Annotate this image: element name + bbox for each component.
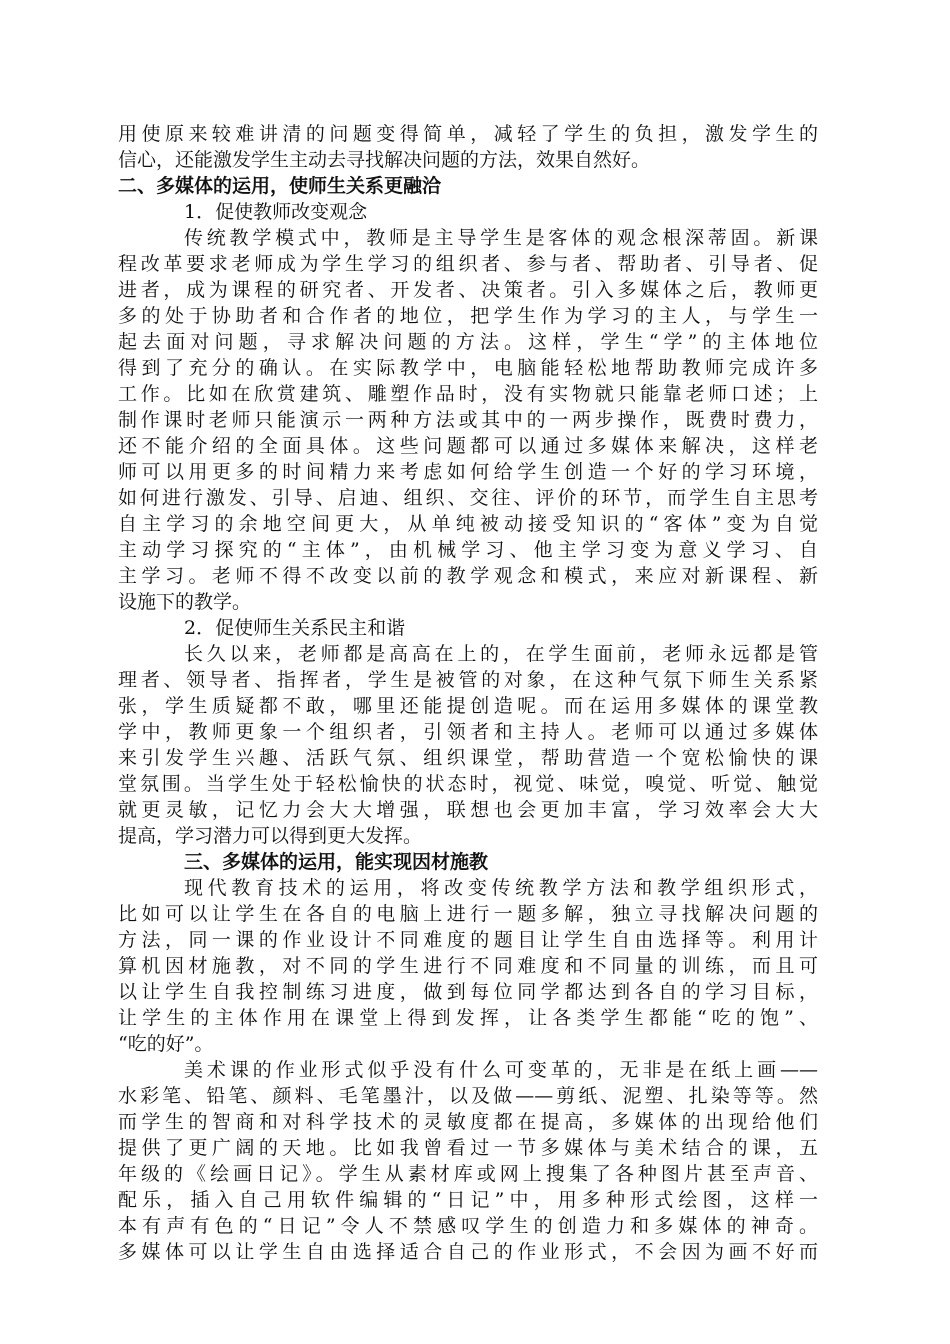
text-line: 堂氛围。当学生处于轻松愉快的状态时，视觉、味觉，嗅觉、听觉、触觉 — [118, 773, 818, 795]
text-line: 制作课时老师只能演示一两种方法或其中的一两步操作，既费时费力， — [118, 409, 818, 431]
text-line: 学中，教师更象一个组织者，引领者和主持人。老师可以通过多媒体 — [118, 721, 818, 743]
text-line: 工作。比如在欣赏建筑、雕塑作品时，没有实物就只能靠老师口述；上 — [118, 383, 818, 405]
text-line: 理者、领导者、指挥者，学生是被管的对象，在这种气氛下师生关系紧 — [118, 669, 818, 691]
text-line: 信心，还能激发学生主动去寻找解决问题的方法，效果自然好。 — [118, 149, 651, 171]
text-line: 比如可以让学生在各自的电脑上进行一题多解，独立寻找解决问题的 — [118, 903, 818, 925]
text-line: 年级的《绘画日记》。学生从素材库或网上搜集了各种图片甚至声音、 — [118, 1163, 818, 1185]
section-heading: 二、多媒体的运用，使师生关系更融洽 — [118, 175, 442, 197]
text-line: 现代教育技术的运用，将改变传统教学方法和教学组织形式， — [184, 877, 818, 899]
text-line: 设施下的教学。 — [118, 591, 252, 613]
text-line: 长久以来，老师都是高高在上的，在学生面前，老师永远都是管 — [184, 643, 818, 665]
text-line: 起去面对问题，寻求解决问题的方法。这样，学生“学”的主体地位 — [118, 331, 818, 353]
section-heading: 三、多媒体的运用，能实现因材施教 — [184, 851, 489, 873]
text-line: 方法，同一课的作业设计不同难度的题目让学生自由选择等。利用计 — [118, 929, 818, 951]
text-line: 师可以用更多的时间精力来考虑如何给学生创造一个好的学习环境， — [118, 461, 818, 483]
text-line: 用使原来较难讲清的问题变得简单，减轻了学生的负担，激发学生的 — [118, 123, 818, 145]
document-page — [118, 121, 818, 1265]
text-line: 多的处于协助者和合作者的地位，把学生作为学习的主人，与学生一 — [118, 305, 818, 327]
text-line: 算机因材施教，对不同的学生进行不同难度和不同量的训练，而且可 — [118, 955, 818, 977]
text-line: 程改革要求老师成为学生学习的组织者、参与者、帮助者、引导者、促 — [118, 253, 818, 275]
text-line: 张，学生质疑都不敢，哪里还能提创造呢。而在运用多媒体的课堂教 — [118, 695, 818, 717]
text-line: 来引发学生兴趣、活跃气氛、组织课堂，帮助营造一个宽松愉快的课 — [118, 747, 818, 769]
text-line: 提供了更广阔的天地。比如我曾看过一节多媒体与美术结合的课，五 — [118, 1137, 818, 1159]
text-line: 以让学生自我控制练习进度，做到每位同学都达到各自的学习目标， — [118, 981, 818, 1003]
text-line: 就更灵敏，记忆力会大大增强，联想也会更加丰富，学习效率会大大 — [118, 799, 818, 821]
text-line: 1．促使教师改变观念 — [184, 201, 368, 223]
text-line: 让学生的主体作用在课堂上得到发挥，让各类学生都能“吃的饱”、 — [118, 1007, 818, 1029]
text-line: 如何进行激发、引导、启迪、组织、交往、评价的环节，而学生自主思考 — [118, 487, 818, 509]
text-line: 进者，成为课程的研究者、开发者、决策者。引入多媒体之后，教师更 — [118, 279, 818, 301]
text-line: “吃的好”。 — [118, 1033, 214, 1055]
text-line: 本有声有色的“日记”令人不禁感叹学生的创造力和多媒体的神奇。 — [118, 1215, 818, 1237]
text-line: 自主学习的余地空间更大，从单纯被动接受知识的“客体”变为自觉 — [118, 513, 818, 535]
text-line: 得到了充分的确认。在实际教学中，电脑能轻松地帮助教师完成许多 — [118, 357, 818, 379]
text-line: 还不能介绍的全面具体。这些问题都可以通过多媒体来解决，这样老 — [118, 435, 818, 457]
text-line: 多媒体可以让学生自由选择适合自己的作业形式，不会因为画不好而 — [118, 1241, 818, 1263]
text-line: 而学生的智商和对科学技术的灵敏度都在提高，多媒体的出现给他们 — [118, 1111, 818, 1133]
text-line: 美术课的作业形式似乎没有什么可变革的，无非是在纸上画—— — [184, 1059, 818, 1081]
text-line: 配乐，插入自己用软件编辑的“日记”中，用多种形式绘图，这样一 — [118, 1189, 818, 1211]
text-line: 2．促使师生关系民主和谐 — [184, 617, 406, 639]
text-line: 传统教学模式中，教师是主导学生是客体的观念根深蒂固。新课 — [184, 227, 818, 249]
text-line: 主动学习探究的“主体”，由机械学习、他主学习变为意义学习、自 — [118, 539, 818, 561]
text-line: 水彩笔、铅笔、颜料、毛笔墨汁，以及做——剪纸、泥塑、扎染等等。然 — [118, 1085, 818, 1107]
text-line: 提高，学习潜力可以得到更大发挥。 — [118, 825, 423, 847]
text-line: 主学习。老师不得不改变以前的教学观念和模式，来应对新课程、新 — [118, 565, 818, 587]
